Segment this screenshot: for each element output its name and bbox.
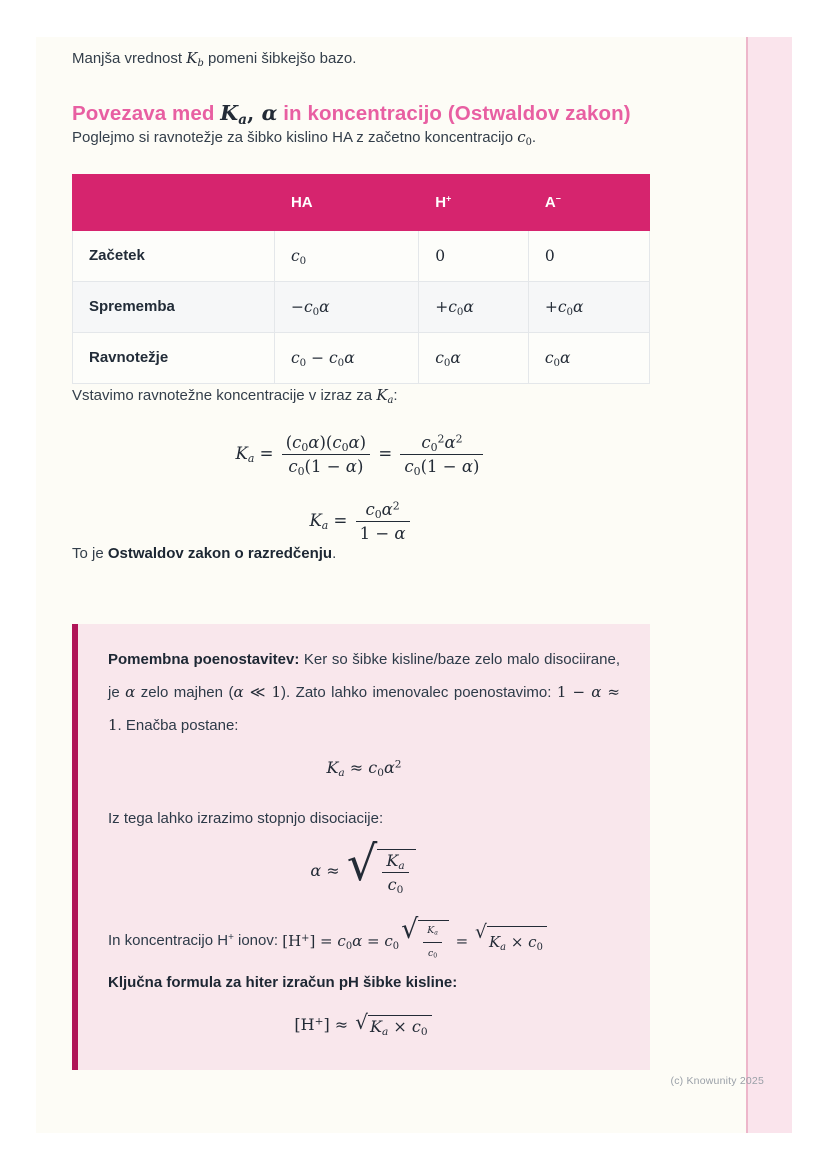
paragraph-equilibrium-intro: Poglejmo si ravnotežje za šibko kislino HA z začetno koncentracijo $c_0$. [72, 128, 537, 148]
row-label: Sprememba [73, 281, 275, 332]
section-heading-ostwald: Povezava med $K_a$, α in koncentracijo (Ostwaldov zakon) [72, 100, 631, 128]
content-area [72, 37, 650, 1070]
formula-ka-approx: $K_a \approx c_0\alpha^2$ [326, 758, 402, 780]
cell-ha-eq: $c_0 - c_0\alpha$ [274, 332, 418, 383]
ice-table-header [73, 174, 650, 230]
paragraph-ostwald-law: To je Ostwaldov zakon o razredčenju. [72, 545, 337, 563]
table-row-sprememba [73, 281, 650, 332]
table-row-ravnotezje [73, 332, 650, 383]
row-label: Začetek [73, 230, 275, 281]
cell-h-change: $+c_0\alpha$ [419, 281, 529, 332]
paragraph-kb-note: Manjša vrednost $K_b$ pomeni šibkejšo bazo. [72, 49, 357, 69]
callout-key-formula-label: Ključna formula za hiter izračun pH šibke kisline: [108, 973, 458, 991]
table-header-empty [73, 174, 275, 230]
cell-a-eq: $c_0\alpha$ [528, 332, 649, 383]
paragraph-insert-ka: Vstavimo ravnotežne koncentracije v izraz za $K_a$: [72, 385, 398, 406]
callout-simplification-text: Pomembna poenostavitev: Ker so šibke kisline/baze zelo malo disociirane, je α zelo majhen (α ≪ 1). Zato lahko imenovalec poenostavimo: 1 − α ≈ 1. Enačba postane: [108, 650, 620, 735]
table-header-hplus: H+ [419, 174, 529, 230]
callout-hplus-line: In koncentracijo H+ ionov: $[H^+] = c_0\alpha = c_0$ √ $\frac{K_a}{c_0}$ = √ $K_a \times c_0$ [108, 920, 620, 962]
row-label: Ravnotežje [73, 332, 275, 383]
formula-alpha-sqrt: α ≈ √ $\frac{K_a}{c_0}$ [108, 849, 620, 894]
table-header-aminus: A− [528, 174, 649, 230]
page-edge-stripe [746, 37, 792, 1133]
cell-ha-start: $c_0$ [274, 230, 418, 281]
document-page [36, 37, 792, 1133]
formula-ka-simplified: $K_a$ = $\frac{c_0\alpha^2}{1 - \alpha}$ [72, 500, 650, 543]
watermark: (c) Knowunity 2025 [670, 1075, 764, 1087]
cell-h-eq: $c_0\alpha$ [419, 332, 529, 383]
formula-hplus-approx: [H+] ≈ √ $K_a \times c_0$ [108, 1015, 620, 1036]
formula-ka-expanded: $K_a$ = $\frac{(c_0\alpha)(c_0\alpha)}{c_0(1 - \alpha)}$ = $\frac{c_0^2\alpha^2}{c_0(1 - \alpha)}$ [72, 433, 650, 476]
table-row-zacetek [73, 230, 650, 281]
cell-a-start: 0 [528, 230, 649, 281]
callout-dissociation-text: Iz tega lahko izrazimo stopnjo disociacije: [108, 810, 384, 828]
important-note-callout [72, 624, 650, 1070]
ice-table-wrapper [72, 174, 650, 384]
ice-table [72, 174, 650, 384]
cell-a-change: $+c_0\alpha$ [528, 281, 649, 332]
table-header-ha: HA [274, 174, 418, 230]
cell-ha-change: $-c_0\alpha$ [274, 281, 418, 332]
cell-h-start: 0 [419, 230, 529, 281]
